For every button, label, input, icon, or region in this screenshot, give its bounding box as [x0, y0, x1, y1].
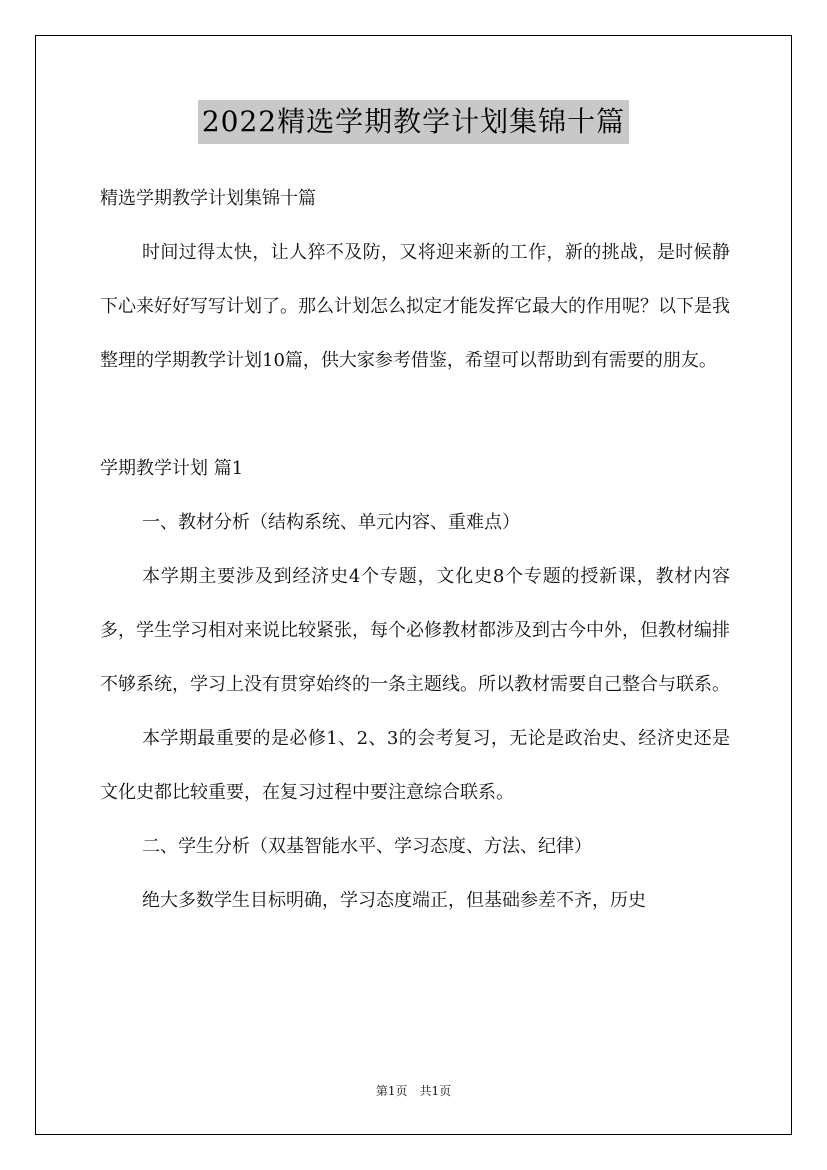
section-heading: 学期教学计划 篇1: [100, 458, 244, 479]
page-number-footer: 第1页 共1页: [375, 1084, 452, 1098]
subheading-student-analysis: 二、学生分析（双基智能水平、学习态度、方法、纪律）: [142, 836, 592, 857]
document-subtitle: 精选学期教学计划集锦十篇: [100, 188, 316, 209]
body-paragraph: 本学期主要涉及到经济史4个专题，文化史8个专题的授新课，教材内容多，学生学习相对来说比较紧张，每个必修教材都涉及到古今中外，但教材编排不够系统，学习上没有贯穿始终的一条主题线。所以教材需要自己整合与联系。: [100, 566, 730, 695]
title-container: [0, 100, 827, 144]
intro-paragraph: 时间过得太快，让人猝不及防，又将迎来新的工作，新的挑战，是时候静下心来好好写写计划了。那么计划怎么拟定才能发挥它最大的作用呢？以下是我整理的学期教学计划10篇，供大家参考借鉴，希望可以帮助到有需要的朋友。: [100, 242, 730, 371]
body-paragraph: 本学期最重要的是必修1、2、3的会考复习，无论是政治史、经济史还是文化史都比较重要，在复习过程中要注意综合联系。: [100, 728, 730, 803]
document-body: [100, 172, 730, 928]
body-paragraph: 绝大多数学生目标明确，学习态度端正，但基础参差不齐，历史: [142, 890, 646, 911]
document-title: 2022精选学期教学计划集锦十篇: [198, 100, 629, 144]
subheading-textbook-analysis: 一、教材分析（结构系统、单元内容、重难点）: [142, 512, 520, 533]
section-spacer: [100, 388, 730, 442]
